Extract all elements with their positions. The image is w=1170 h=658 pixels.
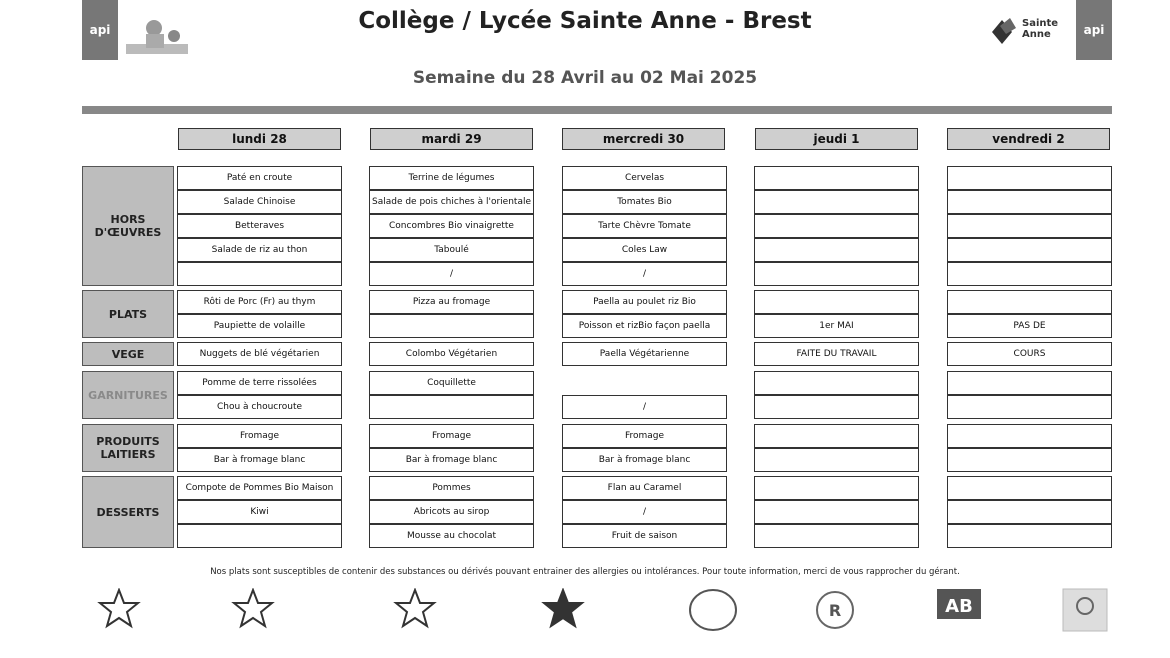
menu-cell-mardi-garniture-2 (369, 395, 534, 419)
viande-de-veau-francaise-icon (230, 588, 276, 632)
menu-cell-mardi-hors-4: Taboulé (369, 238, 534, 262)
menu-cell-mercredi-hors-5: / (562, 262, 727, 286)
bleu-blanc-coeur-icon (690, 588, 736, 632)
menu-cell-vendredi-laitier-2 (947, 448, 1112, 472)
category-label-line: D'ŒUVRES (94, 226, 162, 239)
category-label-line: GARNITURES (88, 388, 168, 402)
menu-cell-mardi-vege: Colombo Végétarien (369, 342, 534, 366)
menu-cell-vendredi-plat-1 (947, 290, 1112, 314)
menu-cell-mardi-dessert-2: Abricots au sirop (369, 500, 534, 524)
menu-cell-jeudi-hors-5 (754, 262, 919, 286)
page-title: Collège / Lycée Sainte Anne - Brest (358, 8, 812, 34)
menu-cell-jeudi-hors-1 (754, 166, 919, 190)
menu-cell-vendredi-hors-4 (947, 238, 1112, 262)
menu-cell-mardi-laitier-1: Fromage (369, 424, 534, 448)
menu-cell-jeudi-laitier-1 (754, 424, 919, 448)
menu-cell-mardi-hors-1: Terrine de légumes (369, 166, 534, 190)
menu-cell-mercredi-plat-2: Poisson et rizBio façon paella (562, 314, 727, 338)
svg-text:R: R (828, 601, 842, 620)
allergen-footnote: Nos plats sont susceptibles de contenir des substances ou dérivés pouvant entrainer des allergies ou intolérances. Pour toute information, merci de vous rapprocher du gérant. (210, 567, 960, 577)
menu-cell-lundi-plat-2: Paupiette de volaille (177, 314, 342, 338)
day-header-mardi: mardi 29 (370, 128, 533, 150)
api-logo-left: api (82, 0, 118, 60)
menu-cell-jeudi-dessert-2 (754, 500, 919, 524)
menu-cell-vendredi-vege: COURS (947, 342, 1112, 366)
category-label-line: DESSERTS (96, 505, 160, 519)
menu-cell-mercredi-garniture-1 (562, 371, 727, 395)
menu-cell-vendredi-dessert-1 (947, 476, 1112, 500)
menu-cell-mercredi-hors-3: Tarte Chèvre Tomate (562, 214, 727, 238)
menu-cell-mercredi-dessert-1: Flan au Caramel (562, 476, 727, 500)
menu-cell-vendredi-hors-5 (947, 262, 1112, 286)
day-header-mercredi: mercredi 30 (562, 128, 725, 150)
menu-cell-vendredi-garniture-1 (947, 371, 1112, 395)
menu-cell-mardi-plat-2 (369, 314, 534, 338)
menu-cell-lundi-hors-4: Salade de riz au thon (177, 238, 342, 262)
sainte-anne-logo (988, 14, 1072, 52)
menu-cell-jeudi-plat-2: 1er MAI (754, 314, 919, 338)
category-label-line: HORS (110, 213, 146, 226)
category-garnitures (82, 371, 174, 419)
menu-cell-jeudi-plat-1 (754, 290, 919, 314)
menu-cell-jeudi-hors-3 (754, 214, 919, 238)
viande-bovine-francaise-icon (96, 588, 142, 632)
category-label-line: PLATS (108, 307, 148, 321)
menu-cell-vendredi-laitier-1 (947, 424, 1112, 448)
menu-cell-mardi-laitier-2: Bar à fromage blanc (369, 448, 534, 472)
menu-cell-jeudi-vege: FAITE DU TRAVAIL (754, 342, 919, 366)
menu-cell-mercredi-dessert-3: Fruit de saison (562, 524, 727, 548)
menu-cell-lundi-garniture-1: Pomme de terre rissolées (177, 371, 342, 395)
menu-cell-mercredi-garniture-2: / (562, 395, 727, 419)
menu-cell-lundi-hors-2: Salade Chinoise (177, 190, 342, 214)
le-porc-francais-icon (392, 588, 438, 632)
menu-cell-lundi-garniture-2: Chou à choucroute (177, 395, 342, 419)
menu-cell-mardi-plat-1: Pizza au fromage (369, 290, 534, 314)
category-desserts (82, 476, 174, 548)
api-logo-right: api (1076, 0, 1112, 60)
category-hors-doeuvres (82, 166, 174, 286)
menu-cell-mercredi-vege: Paella Végétarienne (562, 342, 727, 366)
volaille-francaise-icon (540, 588, 586, 632)
day-header-vendredi: vendredi 2 (947, 128, 1110, 150)
menu-cell-mercredi-laitier-1: Fromage (562, 424, 727, 448)
menu-cell-jeudi-laitier-2 (754, 448, 919, 472)
header-divider (82, 106, 1112, 114)
day-header-lundi: lundi 28 (178, 128, 341, 150)
breizh-icon (1062, 588, 1108, 632)
menu-cell-mercredi-hors-4: Coles Law (562, 238, 727, 262)
menu-cell-jeudi-dessert-1 (754, 476, 919, 500)
menu-cell-mercredi-hors-1: Cervelas (562, 166, 727, 190)
menu-cell-mercredi-laitier-2: Bar à fromage blanc (562, 448, 727, 472)
menu-cell-lundi-hors-1: Paté en croute (177, 166, 342, 190)
menu-cell-lundi-laitier-2: Bar à fromage blanc (177, 448, 342, 472)
menu-cell-mardi-dessert-3: Mousse au chocolat (369, 524, 534, 548)
menu-cell-mardi-hors-2: Salade de pois chiches à l'orientale (369, 190, 534, 214)
menu-cell-jeudi-hors-4 (754, 238, 919, 262)
menu-cell-vendredi-hors-1 (947, 166, 1112, 190)
category-label-line: LAITIERS (100, 448, 156, 461)
menu-cell-vendredi-hors-3 (947, 214, 1112, 238)
menu-cell-mercredi-plat-1: Paella au poulet riz Bio (562, 290, 727, 314)
menu-cell-lundi-hors-5 (177, 262, 342, 286)
menu-cell-jeudi-dessert-3 (754, 524, 919, 548)
svg-text:AB: AB (945, 596, 973, 617)
menu-cell-lundi-dessert-3 (177, 524, 342, 548)
menu-cell-mercredi-dessert-2: / (562, 500, 727, 524)
menu-cell-vendredi-garniture-2 (947, 395, 1112, 419)
menu-cell-vendredi-hors-2 (947, 190, 1112, 214)
category-plats (82, 290, 174, 338)
menu-cell-mardi-garniture-1: Coquillette (369, 371, 534, 395)
agriculture-biologique-icon (936, 588, 982, 632)
category-label-line: VEGE (111, 347, 145, 361)
menu-cell-jeudi-hors-2 (754, 190, 919, 214)
menu-cell-mardi-hors-5: / (369, 262, 534, 286)
label-rouge-icon (812, 588, 858, 632)
category-vege (82, 342, 174, 366)
school-logo-text: Sainte Anne (1022, 18, 1059, 40)
menu-cell-lundi-dessert-1: Compote de Pommes Bio Maison (177, 476, 342, 500)
menu-cell-mardi-hors-3: Concombres Bio vinaigrette (369, 214, 534, 238)
category-label-line: PRODUITS (96, 435, 160, 448)
day-header-jeudi: jeudi 1 (755, 128, 918, 150)
menu-cell-vendredi-plat-2: PAS DE (947, 314, 1112, 338)
menu-cell-mercredi-hors-2: Tomates Bio (562, 190, 727, 214)
menu-cell-vendredi-dessert-2 (947, 500, 1112, 524)
menu-cell-jeudi-garniture-1 (754, 371, 919, 395)
category-produits-laitiers (82, 424, 174, 472)
menu-cell-lundi-vege: Nuggets de blé végétarien (177, 342, 342, 366)
menu-cell-mardi-dessert-1: Pommes (369, 476, 534, 500)
week-subtitle: Semaine du 28 Avril au 02 Mai 2025 (412, 68, 758, 88)
menu-cell-lundi-plat-1: Rôti de Porc (Fr) au thym (177, 290, 342, 314)
menu-cell-vendredi-dessert-3 (947, 524, 1112, 548)
menu-cell-jeudi-garniture-2 (754, 395, 919, 419)
menu-cell-lundi-dessert-2: Kiwi (177, 500, 342, 524)
menu-cell-lundi-hors-3: Betteraves (177, 214, 342, 238)
menu-cell-lundi-laitier-1: Fromage (177, 424, 342, 448)
